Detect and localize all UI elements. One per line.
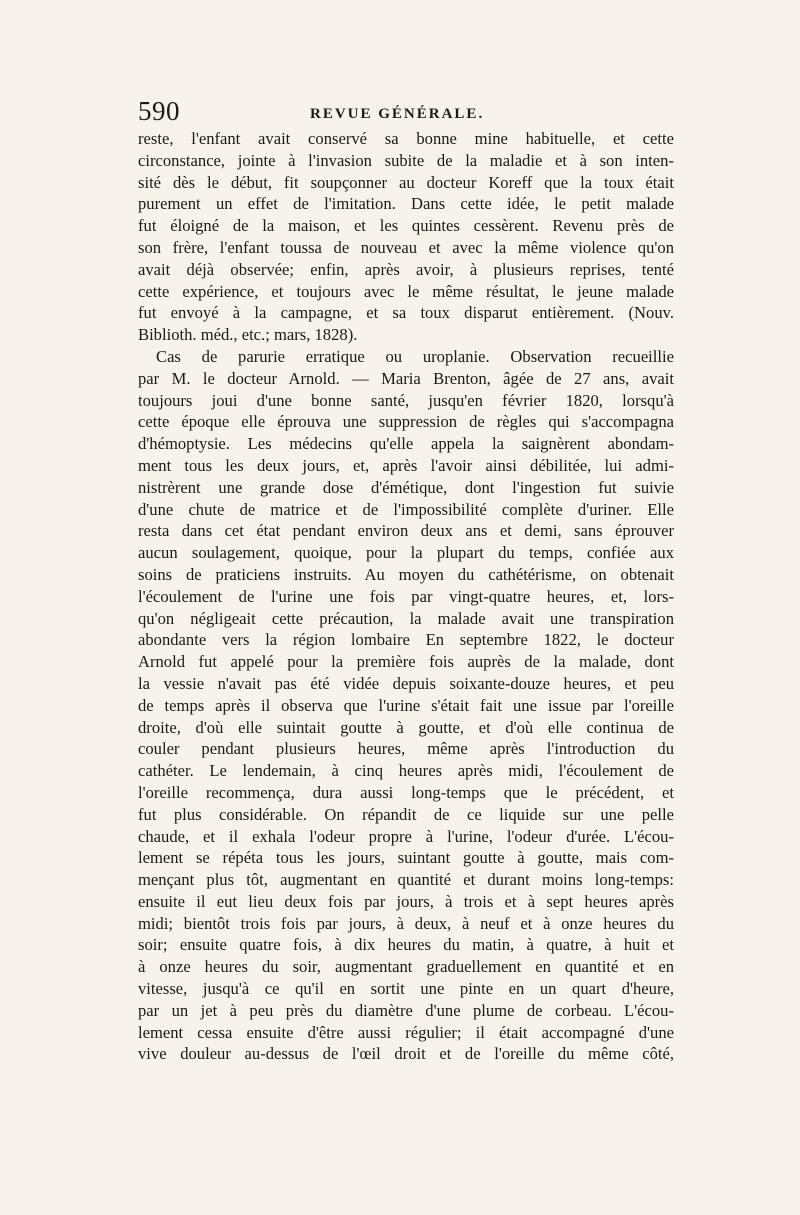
- text-line: couler pendant plusieurs heures, même après l'introduction du: [138, 739, 674, 759]
- page-header: [138, 96, 674, 130]
- text-line: midi; bientôt trois fois par jours, à deux, à neuf et à onze heures du: [138, 913, 674, 933]
- text-line: son frère, l'enfant toussa de nouveau et avec la même violence qu'on: [138, 237, 674, 257]
- text-line: à onze heures du soir, augmentant graduellement en quantité et en: [138, 957, 674, 977]
- text-line: Arnold fut appelé pour la première fois auprès de la malade, dont: [138, 652, 674, 672]
- body-text: [138, 128, 674, 1065]
- text-line: la vessie n'avait pas été vidée depuis soixante-douze heures, et peu: [138, 673, 674, 693]
- text-line: vive douleur au-dessus de l'œil droit et de l'oreille du même côté,: [138, 1044, 674, 1064]
- text-line: mençant plus tôt, augmentant en quantité et durant moins long-temps:: [138, 870, 674, 890]
- text-line: Biblioth. méd., etc.; mars, 1828).: [138, 325, 358, 345]
- text-line: cette expérience, et toujours avec le même résultat, le jeune malade: [138, 281, 674, 301]
- text-line: par un jet à peu près du diamètre d'une plume de corbeau. L'écou-: [138, 1000, 674, 1020]
- text-line: abondante vers la région lombaire En septembre 1822, le docteur: [138, 630, 674, 650]
- text-line: par M. le docteur Arnold. — Maria Brenton, âgée de 27 ans, avait: [138, 368, 674, 388]
- text-line: aucun soulagement, quoique, pour la plupart du temps, confiée aux: [138, 543, 674, 563]
- text-line: l'écoulement de l'urine une fois par vingt-quatre heures, et, lors-: [138, 586, 674, 606]
- text-line: chaude, et il exhala l'odeur propre à l'urine, l'odeur d'urée. L'écou-: [138, 826, 674, 846]
- text-line: cette époque elle éprouva une suppression de règles qui s'accompagna: [138, 412, 674, 432]
- text-line: toujours joui d'une bonne santé, jusqu'en février 1820, lorsqu'à: [138, 390, 674, 410]
- text-line: purement un effet de l'imitation. Dans cette idée, le petit malade: [138, 194, 674, 214]
- text-line: soir; ensuite quatre fois, à dix heures du matin, à quatre, à huit et: [138, 935, 674, 955]
- text-line: ment tous les deux jours, et, après l'avoir ainsi débilitée, lui admi-: [138, 455, 674, 475]
- text-line: de temps après il observa que l'urine s'était fait une issue par l'oreille: [138, 695, 674, 715]
- text-line: lement se répéta tous les jours, suintant goutte à goutte, mais com-: [138, 848, 674, 868]
- text-line: cathéter. Le lendemain, à cinq heures après midi, l'écoulement de: [138, 761, 674, 781]
- text-line: d'une chute de matrice et de l'impossibilité complète d'uriner. Elle: [138, 499, 674, 519]
- text-line: resta dans cet état pendant environ deux ans et demi, sans éprouver: [138, 521, 674, 541]
- text-line: soins de praticiens instruits. Au moyen du cathétérisme, on obtenait: [138, 564, 674, 584]
- text-line: avait déjà observée; enfin, après avoir, à plusieurs reprises, tenté: [138, 259, 674, 279]
- text-line: qu'on négligeait cette précaution, la malade avait une transpiration: [138, 608, 674, 628]
- text-line: droite, d'où elle suintait goutte à goutte, et d'où elle continua de: [138, 717, 674, 737]
- text-line: fut éloigné de la maison, et les quintes cessèrent. Revenu près de: [138, 216, 674, 236]
- text-line: d'hémoptysie. Les médecins qu'elle appela la saignèrent abondam-: [138, 434, 674, 454]
- section-heading-line: Cas de parurie erratique ou uroplanie. Observation recueillie: [156, 346, 674, 366]
- text-line: l'oreille recommença, dura aussi long-temps que le précédent, et: [138, 782, 674, 802]
- text-line: ensuite il eut lieu deux fois par jours, à trois et à sept heures après: [138, 891, 674, 911]
- text-line: fut plus considérable. On répandit de ce liquide sur une pelle: [138, 804, 674, 824]
- running-title: REVUE GÉNÉRALE.: [310, 106, 485, 122]
- page-number: 590: [138, 96, 180, 126]
- text-line: sité dès le début, fit soupçonner au docteur Koreff que la toux était: [138, 172, 674, 192]
- text-line: vitesse, jusqu'à ce qu'il en sortit une pinte en un quart d'heure,: [138, 979, 674, 999]
- text-line: nistrèrent une grande dose d'émétique, dont l'ingestion fut suivie: [138, 477, 674, 497]
- text-line: lement cessa ensuite d'être aussi régulier; il était accompagné d'une: [138, 1022, 674, 1042]
- text-line: reste, l'enfant avait conservé sa bonne mine habituelle, et cette: [138, 129, 674, 148]
- text-line: fut envoyé à la campagne, et sa toux disparut entièrement. (Nouv.: [138, 303, 674, 323]
- text-line: circonstance, jointe à l'invasion subite de la maladie et à son inten-: [138, 150, 674, 170]
